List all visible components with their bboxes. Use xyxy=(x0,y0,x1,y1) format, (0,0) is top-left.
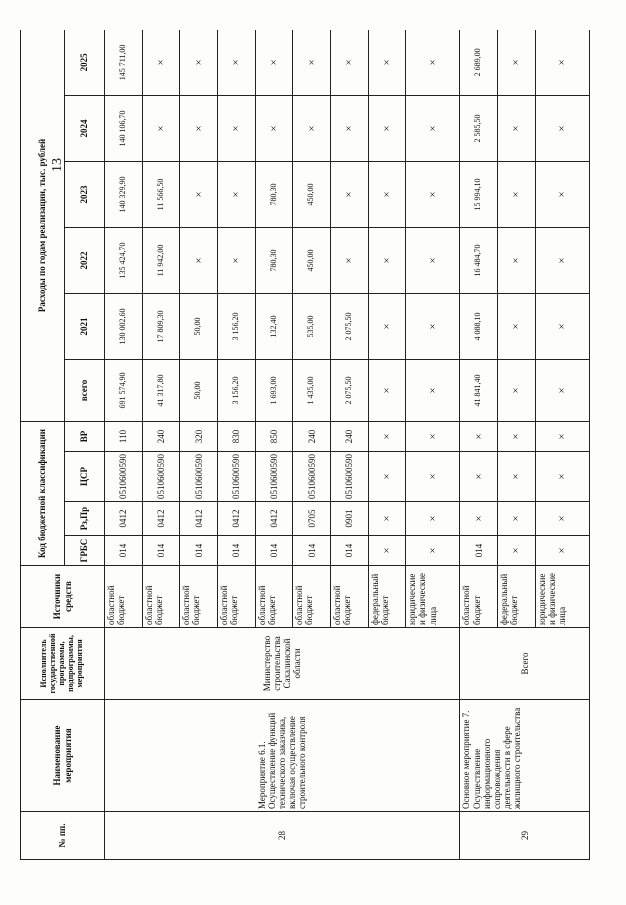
cell-2024: 140 106,70 xyxy=(105,95,143,161)
cell-rzpr: × xyxy=(460,502,498,536)
cell-2021: 132,40 xyxy=(255,293,293,359)
cell-csr: × xyxy=(460,452,498,502)
cell-grbs: 014 xyxy=(460,536,498,566)
cell-source: областной бюджет xyxy=(331,566,369,628)
cell-rzpr: 0705 xyxy=(293,502,331,536)
cell-vr: × xyxy=(460,421,498,451)
cell-grbs: × xyxy=(368,536,406,566)
cell-2021: 50,00 xyxy=(180,293,218,359)
cell-csr: × xyxy=(535,452,589,502)
cell-2024: × xyxy=(255,95,293,161)
cell-total: 41 841,40 xyxy=(460,359,498,421)
cell-2023: × xyxy=(218,161,256,227)
cell-csr: × xyxy=(498,452,536,502)
cell-vr: 850 xyxy=(255,421,293,451)
cell-rzpr: 0901 xyxy=(331,502,369,536)
cell-grbs: × xyxy=(535,536,589,566)
cell-csr: × xyxy=(368,452,406,502)
header-2021: 2021 xyxy=(65,293,105,359)
cell-2025: × xyxy=(331,30,369,95)
cell-rzpr: × xyxy=(498,502,536,536)
cell-2023: × xyxy=(498,161,536,227)
header-2025: 2025 xyxy=(65,30,105,95)
cell-2025: 145 711,00 xyxy=(105,30,143,95)
cell-2024: 2 585,50 xyxy=(460,95,498,161)
header-2022: 2022 xyxy=(65,227,105,293)
cell-source: федеральный бюджет xyxy=(368,566,406,628)
cell-total: × xyxy=(406,359,460,421)
header-rzpr: Рз,Пр xyxy=(65,502,105,536)
cell-grbs: 014 xyxy=(142,536,180,566)
cell-2023: 780,30 xyxy=(255,161,293,227)
cell-grbs: 014 xyxy=(293,536,331,566)
header-num: № пп. xyxy=(21,812,105,860)
row29-executor: Всего xyxy=(460,628,590,700)
cell-2022: × xyxy=(218,227,256,293)
cell-2023: 140 329,90 xyxy=(105,161,143,227)
rotated-table-wrapper xyxy=(20,30,590,860)
cell-source: федеральный бюджет xyxy=(498,566,536,628)
row29-num: 29 xyxy=(460,812,590,860)
cell-vr: × xyxy=(535,421,589,451)
cell-csr: 0510600590 xyxy=(331,452,369,502)
cell-total: 50,00 xyxy=(180,359,218,421)
row28-num: 28 xyxy=(105,812,460,860)
cell-total: 2 075,50 xyxy=(331,359,369,421)
cell-2023: × xyxy=(331,161,369,227)
cell-2021: 3 156,20 xyxy=(218,293,256,359)
cell-2021: × xyxy=(535,293,589,359)
cell-rzpr: 0412 xyxy=(142,502,180,536)
cell-vr: 110 xyxy=(105,421,143,451)
cell-vr: 320 xyxy=(180,421,218,451)
header-2024: 2024 xyxy=(65,95,105,161)
cell-source: областной бюджет xyxy=(460,566,498,628)
cell-vr: × xyxy=(368,421,406,451)
header-expenses-group: Расходы по годам реализации, тыс. рублей xyxy=(21,30,65,421)
cell-rzpr: 0412 xyxy=(255,502,293,536)
cell-grbs: 014 xyxy=(331,536,369,566)
table-viewport xyxy=(20,30,590,860)
cell-2022: × xyxy=(368,227,406,293)
cell-grbs: 014 xyxy=(218,536,256,566)
cell-total: × xyxy=(368,359,406,421)
cell-total: 1 693,00 xyxy=(255,359,293,421)
cell-2024: × xyxy=(368,95,406,161)
cell-2022: × xyxy=(535,227,589,293)
cell-csr: 0510600590 xyxy=(105,452,143,502)
cell-total: 1 435,00 xyxy=(293,359,331,421)
cell-vr: 240 xyxy=(293,421,331,451)
cell-vr: × xyxy=(498,421,536,451)
cell-2024: × xyxy=(218,95,256,161)
cell-2025: × xyxy=(535,30,589,95)
header-name: Наименование мероприятия xyxy=(21,700,105,812)
header-source: Источники средств xyxy=(21,566,105,628)
cell-2025: × xyxy=(255,30,293,95)
cell-csr: × xyxy=(406,452,460,502)
cell-2025: × xyxy=(406,30,460,95)
cell-source: областной бюджет xyxy=(180,566,218,628)
cell-csr: 0510600590 xyxy=(218,452,256,502)
cell-2023: × xyxy=(535,161,589,227)
cell-source: областной бюджет xyxy=(293,566,331,628)
cell-2021: 2 075,50 xyxy=(331,293,369,359)
cell-csr: 0510600590 xyxy=(180,452,218,502)
cell-rzpr: × xyxy=(535,502,589,536)
cell-2024: × xyxy=(331,95,369,161)
cell-vr: 240 xyxy=(142,421,180,451)
cell-csr: 0510600590 xyxy=(255,452,293,502)
page-number: 13 xyxy=(50,158,65,172)
cell-2023: 450,00 xyxy=(293,161,331,227)
header-total: всего xyxy=(65,359,105,421)
header-csr: ЦСР xyxy=(65,452,105,502)
cell-2024: × xyxy=(293,95,331,161)
cell-2022: × xyxy=(406,227,460,293)
cell-2024: × xyxy=(406,95,460,161)
cell-grbs: × xyxy=(406,536,460,566)
cell-rzpr: × xyxy=(406,502,460,536)
header-vr: ВР xyxy=(65,421,105,451)
cell-2023: × xyxy=(406,161,460,227)
header-grbs: ГРБС xyxy=(65,536,105,566)
cell-2021: 130 002,60 xyxy=(105,293,143,359)
cell-2025: × xyxy=(218,30,256,95)
cell-total: × xyxy=(498,359,536,421)
cell-2025: 2 689,00 xyxy=(460,30,498,95)
cell-rzpr: 0412 xyxy=(180,502,218,536)
cell-2024: × xyxy=(142,95,180,161)
header-executor: Исполнитель государственной программы, подпрограммы, мероприятия xyxy=(21,628,105,700)
header-code-group: Код бюджетной классификации xyxy=(21,421,65,565)
cell-2022: 11 942,00 xyxy=(142,227,180,293)
cell-2022: 450,00 xyxy=(293,227,331,293)
cell-2025: × xyxy=(368,30,406,95)
cell-csr: 0510600590 xyxy=(142,452,180,502)
cell-2025: × xyxy=(498,30,536,95)
table-row xyxy=(460,30,498,860)
row29-name: Основное мероприятие 7. Осуществление информационного сопровождения деятельности в сфере жилищного строительства xyxy=(460,700,590,812)
cell-source: областной бюджет xyxy=(218,566,256,628)
cell-source: юридические и физические лица xyxy=(535,566,589,628)
cell-2021: 4 088,10 xyxy=(460,293,498,359)
cell-total: 3 156,20 xyxy=(218,359,256,421)
cell-2024: × xyxy=(180,95,218,161)
cell-rzpr: 0412 xyxy=(218,502,256,536)
cell-vr: 830 xyxy=(218,421,256,451)
cell-vr: 240 xyxy=(331,421,369,451)
cell-source: юридические и физические лица xyxy=(406,566,460,628)
cell-2023: × xyxy=(180,161,218,227)
cell-total: 41 317,80 xyxy=(142,359,180,421)
header-2023: 2023 xyxy=(65,161,105,227)
cell-2023: × xyxy=(368,161,406,227)
cell-2025: × xyxy=(293,30,331,95)
cell-2025: × xyxy=(142,30,180,95)
cell-grbs: × xyxy=(498,536,536,566)
cell-2021: 17 809,30 xyxy=(142,293,180,359)
cell-2022: × xyxy=(331,227,369,293)
cell-vr: × xyxy=(406,421,460,451)
cell-2022: 135 424,70 xyxy=(105,227,143,293)
budget-table xyxy=(20,30,590,860)
cell-2023: 11 566,50 xyxy=(142,161,180,227)
cell-2024: × xyxy=(535,95,589,161)
cell-2021: × xyxy=(498,293,536,359)
cell-2021: × xyxy=(368,293,406,359)
cell-rzpr: × xyxy=(368,502,406,536)
cell-2022: × xyxy=(498,227,536,293)
cell-source: областной бюджет xyxy=(255,566,293,628)
cell-2022: × xyxy=(180,227,218,293)
cell-2025: × xyxy=(180,30,218,95)
cell-2023: 15 994,10 xyxy=(460,161,498,227)
row28-executor: Министерство строительства Сахалинской области xyxy=(105,628,460,700)
cell-2024: × xyxy=(498,95,536,161)
cell-grbs: 014 xyxy=(180,536,218,566)
cell-source: областной бюджет xyxy=(142,566,180,628)
cell-total: 691 574,90 xyxy=(105,359,143,421)
table-row xyxy=(105,30,143,860)
cell-rzpr: 0412 xyxy=(105,502,143,536)
cell-source: областной бюджет xyxy=(105,566,143,628)
cell-2022: 780,30 xyxy=(255,227,293,293)
cell-2021: × xyxy=(406,293,460,359)
cell-csr: 0510600590 xyxy=(293,452,331,502)
row28-name: Мероприятие 6.1. Осуществление функций технического заказчика, включая осуществление строительного контроля xyxy=(105,700,460,812)
cell-total: × xyxy=(535,359,589,421)
cell-2022: 16 484,70 xyxy=(460,227,498,293)
cell-grbs: 014 xyxy=(255,536,293,566)
cell-grbs: 014 xyxy=(105,536,143,566)
cell-2021: 535,00 xyxy=(293,293,331,359)
